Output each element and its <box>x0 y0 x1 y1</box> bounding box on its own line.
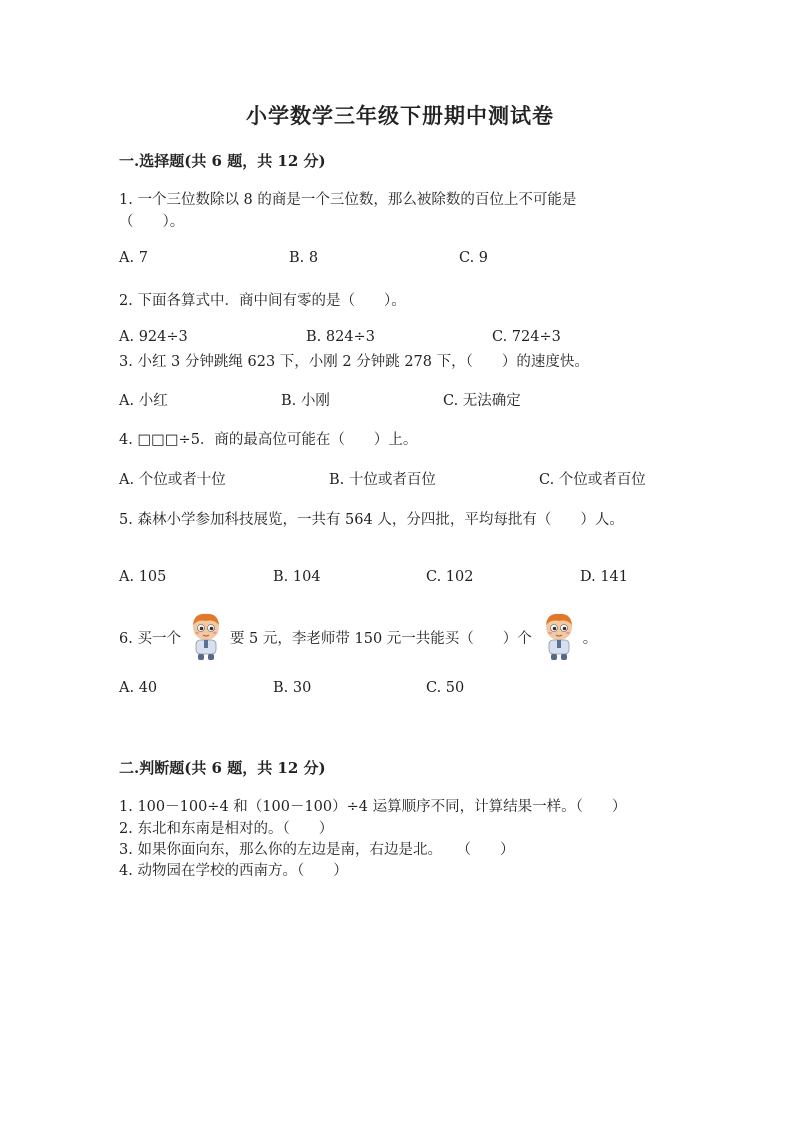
question-5-option-a: A. 105 <box>119 569 167 585</box>
question-1-option-b: B. 8 <box>289 250 319 266</box>
question-2-option-c: C. 724÷3 <box>492 329 561 345</box>
question-6-option-c: C. 50 <box>426 680 465 696</box>
judgement-item-2: 2. 东北和东南是相对的。（ ） <box>119 821 334 837</box>
question-5-option-b: B. 104 <box>273 569 321 585</box>
question-2-option-a: A. 924÷3 <box>119 329 188 345</box>
question-6-text <box>119 612 597 662</box>
question-6-option-b: B. 30 <box>273 680 312 696</box>
question-6-text-part1: 6. 买一个 <box>119 630 181 647</box>
question-3-text: 3. 小红 3 分钟跳绳 623 下，小刚 2 分钟跳 278 下，（ ）的速度快。 <box>119 354 589 370</box>
boy-doll-icon <box>185 612 227 662</box>
question-4-text: 4. □□□÷5．商的最高位可能在（ ）上。 <box>119 432 418 448</box>
question-1-option-c: C. 9 <box>459 250 489 266</box>
judgement-item-1: 1. 100－100÷4 和（100－100）÷4 运算顺序不同，计算结果一样。（ ） <box>119 799 627 815</box>
section-1-heading: 一.选择题(共 6 题，共 12 分) <box>119 152 326 170</box>
page-title: 小学数学三年级下册期中测试卷 <box>246 103 554 128</box>
question-1-option-a: A. 7 <box>119 250 148 266</box>
question-4-option-a: A. 个位或者十位 <box>119 472 226 488</box>
judgement-item-4: 4. 动物园在学校的西南方。（ ） <box>119 863 348 879</box>
question-5-option-d: D. 141 <box>580 569 629 585</box>
question-4-option-c: C. 个位或者百位 <box>539 472 646 488</box>
question-6-text-part2: 要 5 元，李老师带 150 元一共能买（ ）个 <box>229 630 532 647</box>
question-6-option-a: A. 40 <box>119 680 158 696</box>
question-3-option-c: C. 无法确定 <box>443 393 521 409</box>
section-2-heading: 二.判断题(共 6 题，共 12 分) <box>119 759 326 777</box>
boy-doll-icon <box>538 612 580 662</box>
question-5-text: 5. 森林小学参加科技展览，一共有 564 人，分四批，平均每批有（ ）人。 <box>119 512 624 528</box>
question-6-text-part3: 。 <box>582 630 598 647</box>
question-2-text: 2. 下面各算式中．商中间有零的是（ ）。 <box>119 293 406 309</box>
question-4-option-b: B. 十位或者百位 <box>329 472 436 488</box>
question-3-option-b: B. 小刚 <box>281 393 330 409</box>
judgement-item-3: 3. 如果你面向东，那么你的左边是南，右边是北。 （ ） <box>119 842 515 858</box>
question-5-option-c: C. 102 <box>426 569 474 585</box>
question-1-text: 1. 一个三位数除以 8 的商是一个三位数，那么被除数的百位上不可能是 <box>119 192 577 208</box>
question-2-option-b: B. 824÷3 <box>306 329 375 345</box>
question-3-option-a: A. 小红 <box>119 393 168 409</box>
question-1-text-cont: （ ）。 <box>119 214 185 230</box>
